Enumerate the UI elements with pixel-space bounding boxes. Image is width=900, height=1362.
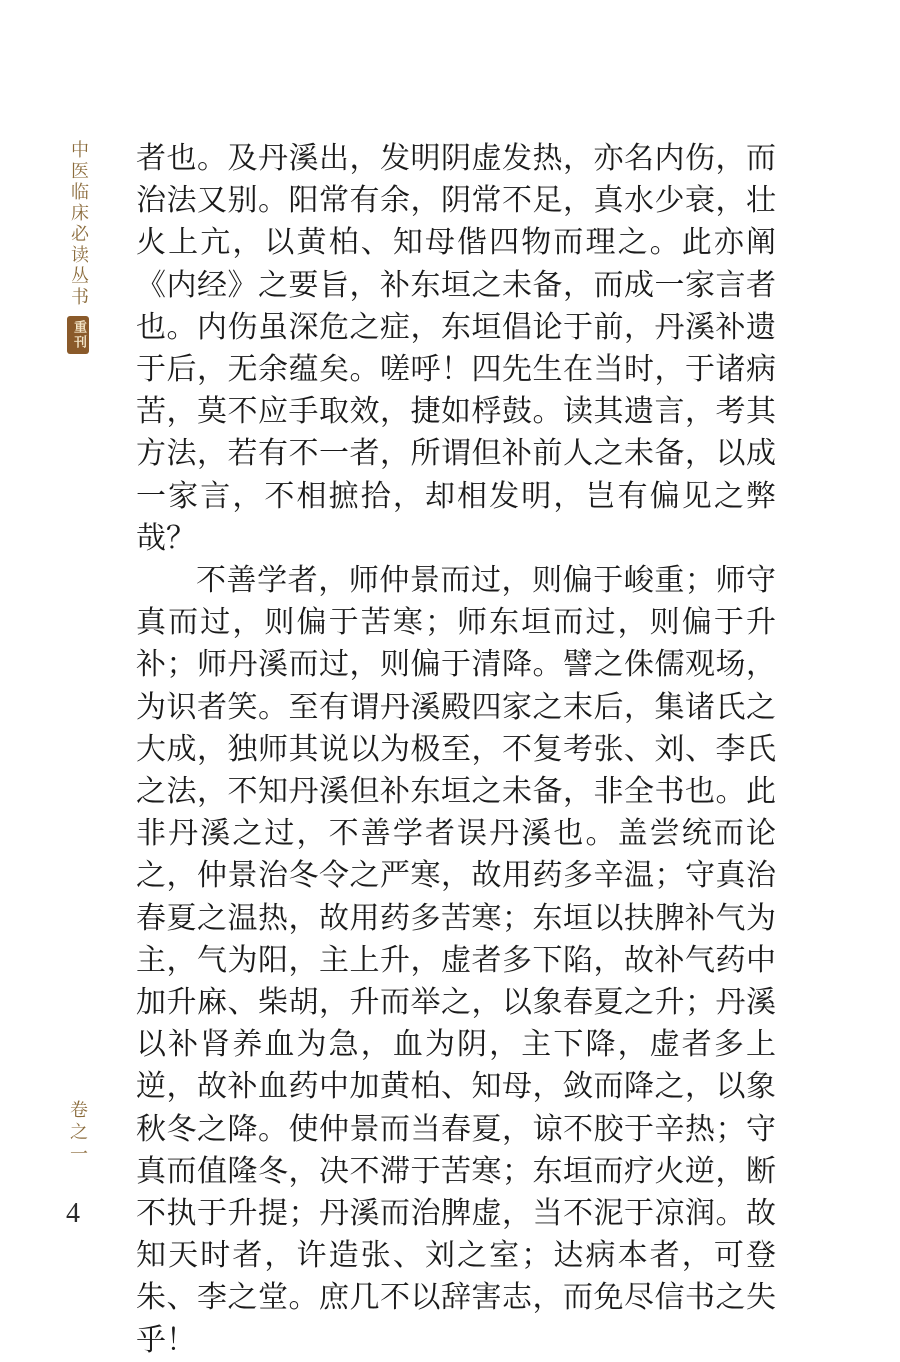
reprint-seal: 重刊 <box>67 316 89 354</box>
margin-column <box>58 140 98 354</box>
page-number: 4 <box>66 1198 80 1229</box>
paragraph-continued: 者也。及丹溪出，发明阴虚发热，亦名内伤，而治法又别。阳常有余，阴常不足，真水少衰，壮火上亢，以黄柏、知母偕四物而理之。此亦阐《内经》之要旨，补东垣之未备，而成一家言者也。内伤虽深危之症，东垣倡论于前，丹溪补遗于后，无余蕴矣。嗟呼！四先生在当时，于诸病苦，莫不应手取效，捷如桴鼓。读其遗言，考其方法，若有不一者，所谓但补前人之未备，以成一家言，不相摭拾，却相发明，岂有偏见之弊哉？ <box>136 141 776 556</box>
paragraph: 不善学者，师仲景而过，则偏于峻重；师守真而过，则偏于苦寒；师东垣而过，则偏于升补；师丹溪而过，则偏于清降。譬之侏儒观场，为识者笑。至有谓丹溪殿四家之末后，集诸氏之大成，独师其说以为极至，不复考张、刘、李氏之法，不知丹溪但补东垣之未备，非全书也。此非丹溪之过，不善学者误丹溪也。盖尝统而论之，仲景治冬令之严寒，故用药多辛温；守真治春夏之温热，故用药多苦寒；东垣以扶脾补气为主，气为阳，主上升，虚者多下陷，故补气药中加升麻、柴胡，升而举之，以象春夏之升；丹溪以补肾养血为急，血为阴，主下降，虚者多上逆，故补血药中加黄柏、知母，敛而降之，以象秋冬之降。使仲景而当春夏，谅不胶于辛热；守真而值隆冬，决不滞于苦寒；东垣而疗火逆，断不执于升提；丹溪而治脾虚，当不泥于凉润。故知天时者，许造张、刘之室；达病本者，可登朱、李之堂。庶几不以辞害志，而免尽信书之失乎！ <box>136 563 776 1358</box>
main-text <box>136 138 776 1362</box>
volume-label: 卷之一 <box>67 1100 88 1166</box>
series-title: 中医临床必读丛书 <box>68 140 89 308</box>
